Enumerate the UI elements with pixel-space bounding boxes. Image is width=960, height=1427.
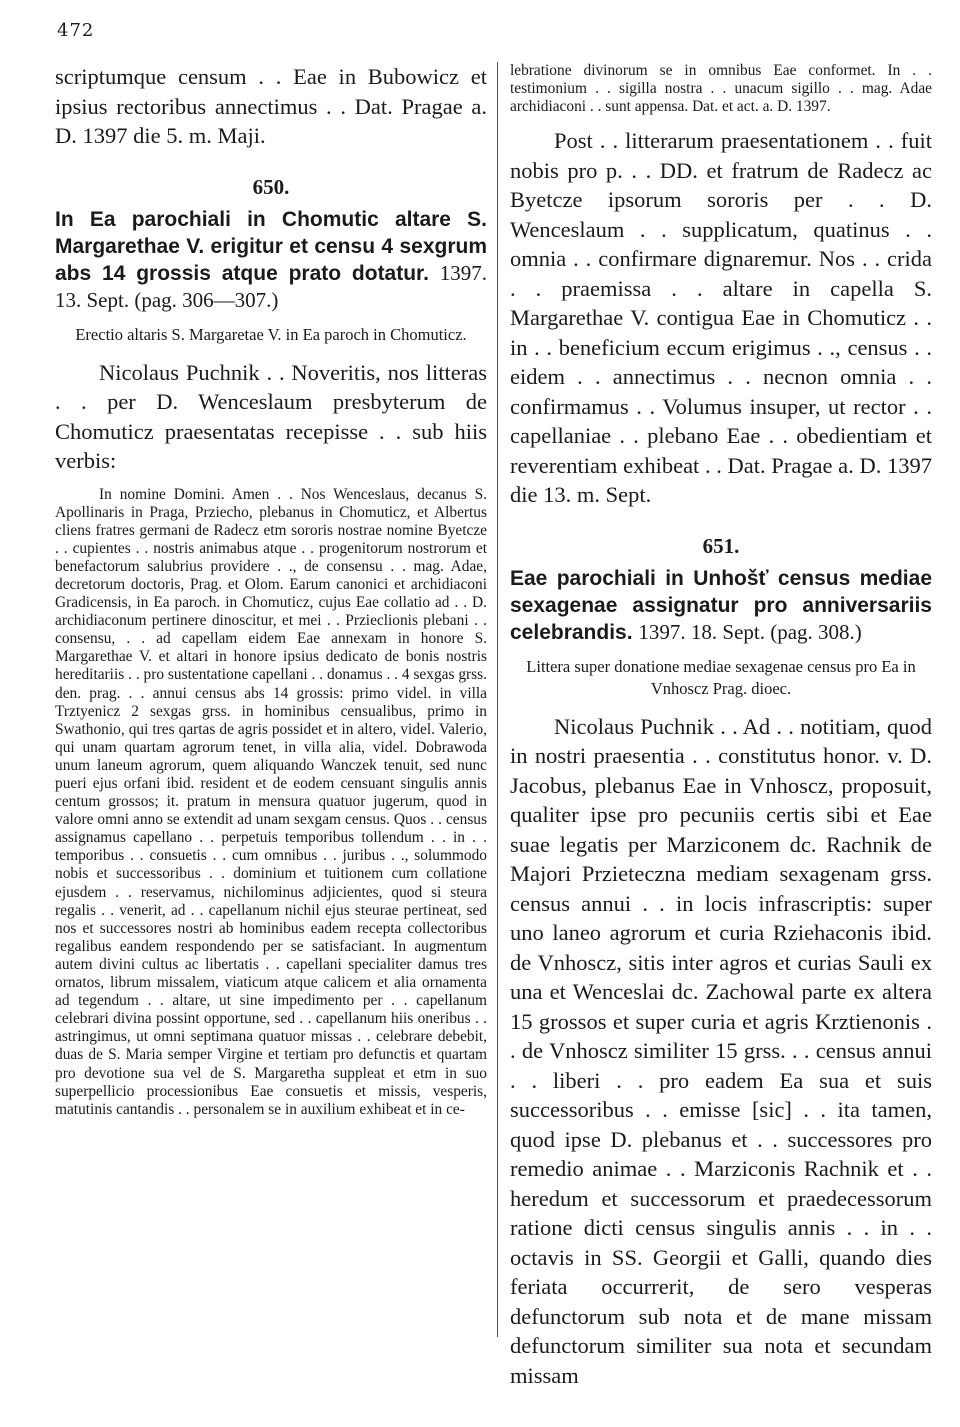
document-heading-650 — [55, 206, 487, 314]
right-column — [510, 62, 932, 1390]
document-number-650: 650. — [252, 174, 290, 199]
post-paragraph: Post . . litterarum praesentationem . . fuit nobis pro p. . . DD. et fratrum de Radecz ac Byetcze ipsorum sororis per . . D. Wenceslaum . . supplicatum, quatinus . . omnia . . confirmare dignaremur. Nos . . crida . . praemissa . . altare in capella S. Margarethae V. contigua Eae in Chomuticz . . in . . beneficium eccum erigimus . ., census . . eidem . . annectimus . . necnon omnia . . confirmamus . . Volumus insuper, ut rector . . capellaniae . . plebano Eae . . obedientiam et reverentiam exhibeat . . Dat. Pragae a. D. 1397 die 13. m. Sept. — [510, 128, 932, 508]
heading-text: Eae parochiali in Unhošť census mediae sexagenae assignatur pro anniversariis celebrandis. — [510, 566, 932, 644]
continuation-paragraph: lebratione divinorum se in omnibus Eae conformet. In . . testimonium . . sigilla nostra . . unacum sigillo . . mag. Adae archidiaconi . . sunt appensa. Dat. et act. a. D. 1397. — [510, 62, 932, 116]
heading-text: In Ea parochiali in Chomutic altare S. Margarethae V. erigitur et censu 4 sexgrum abs 14 grossis atque prato dotatur. — [55, 207, 487, 285]
document-heading-651 — [510, 565, 932, 646]
body-text-651: Nicolaus Puchnik . . Ad . . notitiam, quod in nostri praesentia . . constitutus honor. v. D. Jacobus, plebanus Eae in Vnhoscz, proposuit, qualiter ipse pro pecuniis certis sibi et Eae suae legatis per Marziconem dc. Rachnik de Majori Przieteczna mediam sexagenam grss. census annui . . in locis infrascriptis: super uno laneo agrorum et curia Rziehaconis ibid. de Vnhoscz, sitis inter agros et curias Sauli ex una et Wenceslai dc. Zachowal parte ex altera 15 grossos et super curia et agris Krztienonis . . de Vnhoscz similiter 15 grss. . . census annui . . liberi . . pro eadem Ea sua et suis successoribus . . emisse [sic] . . ita tamen, quod ipse D. plebanus et . . successores pro remedio animae . . Marziconis Rachnik et . . heredum et successorum et praedecessorum ratione dicti census singulis annis . . in . . octavis in SS. Georgii et Galli, quando dies feriata occurrerit, de sero vesperas defunctorum sub nota et de mane missam defunctorum similiter sua nota et secundam missam — [510, 713, 932, 1388]
column-divider — [497, 62, 498, 1337]
intro-paragraph: scriptumque censum . . Eae in Bubowicz et ipsius rectoribus annectimus . . Dat. Pragae a. D. 1397 die 5. m. Maji. — [55, 64, 487, 148]
regest-651: Littera super donatione mediae sexagenae census pro Ea in Vnhoscz Prag. dioec. — [526, 656, 916, 698]
body-text-650: In nomine Domini. Amen . . Nos Wenceslaus, decanus S. Apollinaris in Praga, Prziecho, plebanus in Chomuticz, et Albertus cliens fratres germani de Radecz etm sororis nostrae nomine Byetcze . . cupientes . . nostris animabus atque . . progenitorum nostrorum et benefactorum salubrius providere . ., de consensu . . mag. Adae, decretorum doctoris, Prag. et Olom. Earum canonici et archidiaconi Gradicensis, in Ea paroch. in Chomuticz, cujus Eae collatio ad . . D. archidiaconum pertinere dinoscitur, et mei . . Przieclionis plebani . . consensu, . . ad capellam eidem Eae annexam in honore S. Margarethae V. et altari in honore ipsius dedicato de bonis nostris hereditariis . . pro sustentatione capellani . . donamus . . 4 sexgas grss. den. prag. . . annui census abs 14 grossis: primo videl. in villa Trztyenicz 2 sexgas grss. in hominibus censualibus, primo in Swathonio, qui tres qartas de agris possidet et in altero, videl. Valerio, qui unam quartam agrorum tenet, in villa alia, videl. Dobrawoda unum laneum agrorum, quem aliquando Wanczek tenuit, sed nunc pueri ejus orfani ibid. resident et de eodem censuant singulis annis centum grossos; it. pratum in mensura quatuor jugerum, quod in valore omni anno se extendit ad unam sexgam census. Quos . . census assignamus capellano . . perpetuis temporibus tollendum . . in . . temporibus . . consuetis . . cum omnibus . . juribus . ., solummodo nobis et successoribus . . dominium et tuitionem cum collatione ejusdem . . reservamus, nichilominus adjicientes, quod si steura regalis . . venerit, ad . . capellanum nichil ejus steurae pertineat, sed nos et successores nostri ab hominibus eadem recepta collectoribus regalibus eandem respondendo per se satisfaciant. In augmentum autem divini cultus ac libertatis . . capellani specialiter damus tres ornatos, librum missalem, viaticum atque calicem et alia ornamenta ad tegendum . . altare, ut sine impedimento per . . capellanum celebrari divina possint opportune, sed . . capellanum hiis oneribus . . astringimus, ut omni septimana quatuor missas . . celebrare debebit, duas de S. Maria semper Virgine et tertiam pro defunctis et quartam pro devotione sua vel de S. Margaretha suppleat et etm in suo superpellicio processionibus Eae consuetis et missis, vesperis, matutinis cantandis . . personalem se in auxilium exhibeat et in ce- — [55, 485, 487, 1118]
heading-date: 1397. 13. Sept. (pag. 306—307.) — [55, 260, 488, 312]
left-column — [55, 62, 487, 1119]
opening-paragraph-650: Nicolaus Puchnik . . Noveritis, nos litteras . . per D. Wenceslaum presbyterum de Chomuticz praesentatas recepisse . . sub hiis verbis: — [55, 359, 487, 473]
regest-650: Erectio altaris S. Margaretae V. in Ea paroch in Chomuticz. — [75, 324, 467, 344]
page-number: 472 — [57, 20, 95, 41]
heading-date: 1397. 18. Sept. (pag. 308.) — [638, 619, 862, 644]
document-number-651: 651. — [702, 533, 740, 558]
